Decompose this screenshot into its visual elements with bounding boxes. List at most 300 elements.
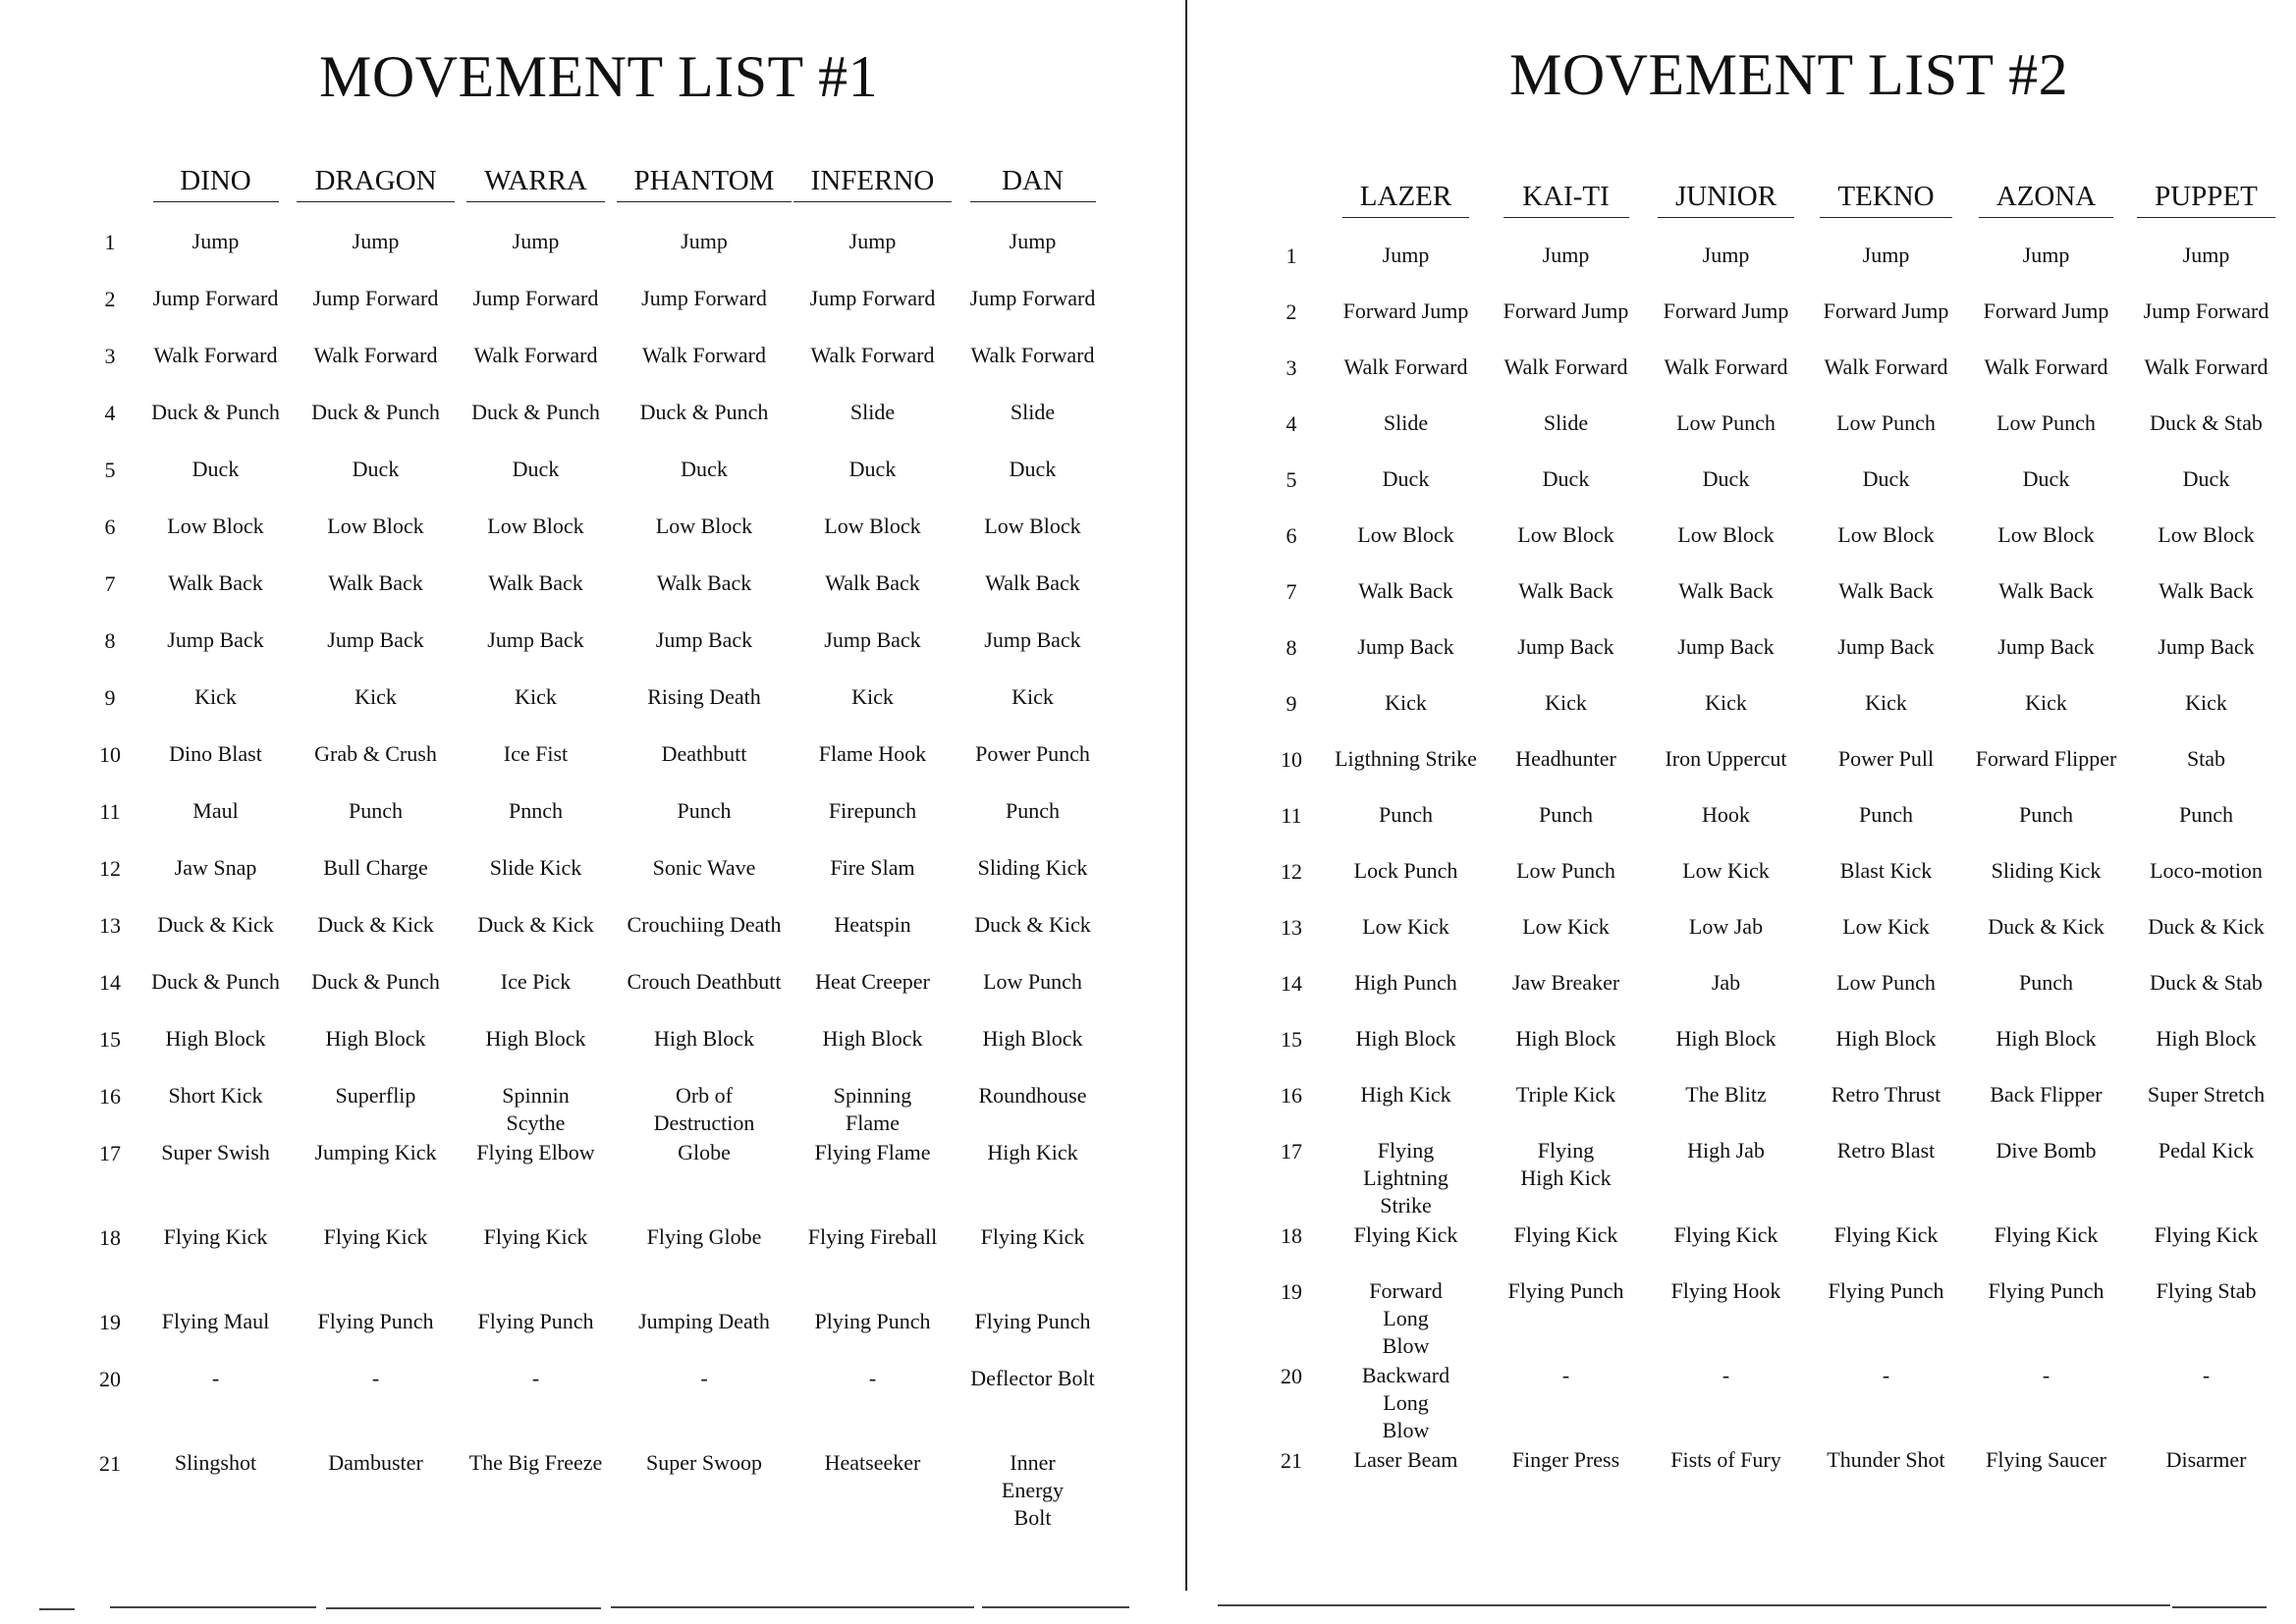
move-cell: Power Pull xyxy=(1837,746,1935,771)
move-cell: Low Block xyxy=(1357,522,1454,547)
move-cell: Duck xyxy=(848,457,897,481)
move-cell: Ligthning Strike xyxy=(1335,746,1477,771)
move-cell: Fists of Fury xyxy=(1670,1447,1781,1472)
move-cell: Jump Back xyxy=(2158,634,2255,659)
move-cell: Ice Fist xyxy=(503,741,569,766)
move-cell: Flying Punch xyxy=(1988,1278,2105,1303)
move-cell: Slide xyxy=(1010,400,1056,424)
move-cell: Flying Punch xyxy=(317,1309,434,1333)
move-cell: Low Block xyxy=(327,514,424,538)
move-cell: Walk Back xyxy=(168,570,263,595)
move-cell: Sliding Kick xyxy=(1991,858,2102,883)
move-cell: Forward Jump xyxy=(1503,298,1629,323)
move-cell: Walk Back xyxy=(1358,578,1453,603)
move-cell: High Block xyxy=(1675,1026,1777,1051)
row-number: 21 xyxy=(99,1451,121,1476)
move-cell: Duck & Punch xyxy=(311,969,440,994)
move-cell: Punch xyxy=(2019,802,2073,827)
list-2-title: MOVEMENT LIST #2 xyxy=(1509,42,2069,107)
move-cell: The Blitz xyxy=(1685,1082,1767,1107)
move-cell: Slingshot xyxy=(174,1450,257,1475)
row-number: 16 xyxy=(1281,1083,1302,1108)
move-cell: Duck xyxy=(1862,466,1910,491)
move-cell: Flying Kick xyxy=(1994,1222,2099,1247)
footer-rule xyxy=(2172,1606,2267,1608)
move-cell: Jab xyxy=(1711,970,1741,995)
column-header-label: INFERNO xyxy=(793,165,953,202)
move-cell: Jaw Breaker xyxy=(1511,970,1620,995)
move-cell: Duck & Kick xyxy=(1988,914,2105,939)
move-cell: Punch xyxy=(1379,802,1433,827)
move-cell: High Block xyxy=(1355,1026,1456,1051)
row-number: 6 xyxy=(104,514,116,539)
move-cell: Duck & Punch xyxy=(311,400,440,424)
row-number: 4 xyxy=(1285,411,1297,436)
row-number: 9 xyxy=(104,685,116,710)
move-cell: Jump Back xyxy=(1997,634,2095,659)
move-cell: Kick xyxy=(2025,690,2067,715)
move-cell: High Kick xyxy=(987,1140,1078,1164)
row-number: 1 xyxy=(104,230,116,254)
move-cell: Flying Punch xyxy=(974,1309,1091,1333)
column-header xyxy=(2126,163,2286,242)
column-header-label: AZONA xyxy=(1979,181,2114,218)
move-cell: Backward Long Blow xyxy=(1361,1363,1450,1442)
move-cell: Walk Back xyxy=(1838,578,1934,603)
move-cell: Low Jab xyxy=(1688,914,1764,939)
row-number: 14 xyxy=(99,970,121,995)
move-cell: Low Block xyxy=(167,514,264,538)
move-cell: Super Swish xyxy=(161,1140,270,1164)
move-cell: Low Punch xyxy=(1836,970,1936,995)
move-cell: High Block xyxy=(2156,1026,2257,1051)
move-cell: Kick xyxy=(1705,690,1747,715)
column-header-label: DAN xyxy=(970,165,1096,202)
column-header-label: WARRA xyxy=(466,165,605,202)
move-cell: Flying Kick xyxy=(980,1224,1085,1249)
move-cell: Dambuster xyxy=(328,1450,423,1475)
move-cell: - xyxy=(371,1366,380,1390)
move-cell: - xyxy=(700,1366,708,1390)
move-cell: Flying Punch xyxy=(1828,1278,1944,1303)
row-number: 5 xyxy=(104,458,116,482)
move-cell: Jump xyxy=(1382,243,1430,267)
row-number: 3 xyxy=(104,344,116,368)
move-cell: Low Block xyxy=(487,514,584,538)
move-cell: - xyxy=(211,1366,220,1390)
move-cell: Forward Jump xyxy=(1823,298,1949,323)
move-cell: Forward Jump xyxy=(1342,298,1469,323)
row-number: 5 xyxy=(1285,467,1297,492)
row-number: 4 xyxy=(104,401,116,425)
move-cell: Low Block xyxy=(1997,522,2095,547)
row-number: 19 xyxy=(99,1310,121,1334)
move-cell: Iron Uppercut xyxy=(1665,746,1787,771)
move-cell: Duck xyxy=(1382,466,1430,491)
move-cell: Flying Fireball xyxy=(807,1224,938,1249)
move-cell: Walk Forward xyxy=(1343,354,1468,379)
row-number: 8 xyxy=(1285,635,1297,660)
row-number: 2 xyxy=(104,287,116,311)
move-cell: Flame Hook xyxy=(818,741,927,766)
row-number: 7 xyxy=(1285,579,1297,604)
move-cell: High Kick xyxy=(1360,1082,1451,1107)
move-cell: Walk Back xyxy=(2159,578,2254,603)
move-cell: Flying Kick xyxy=(483,1224,588,1249)
row-number: 9 xyxy=(1285,691,1297,716)
move-cell: Jump xyxy=(2182,243,2230,267)
move-cell: Finger Press xyxy=(1511,1447,1620,1472)
row-number: 17 xyxy=(1281,1139,1302,1164)
move-cell: Duck xyxy=(1542,466,1590,491)
move-cell: Duck & Kick xyxy=(317,912,434,937)
move-cell: Heatseeker xyxy=(824,1450,921,1475)
move-cell: High Block xyxy=(1995,1026,2097,1051)
move-cell: - xyxy=(1561,1363,1570,1387)
move-cell: Walk Back xyxy=(985,570,1080,595)
move-cell: Duck & Kick xyxy=(477,912,594,937)
move-cell: Duck & Kick xyxy=(974,912,1091,937)
move-cell: Maul xyxy=(192,798,239,823)
column-header-label: PHANTOM xyxy=(617,165,793,202)
row-number: 1 xyxy=(1285,244,1297,268)
move-cell: Jump Back xyxy=(327,627,424,652)
column-header xyxy=(953,147,1113,228)
move-cell: Short Kick xyxy=(168,1083,263,1108)
move-cell: Deathbutt xyxy=(661,741,747,766)
move-cell: Jump Back xyxy=(1837,634,1935,659)
move-cell: Low Punch xyxy=(1516,858,1615,883)
move-cell: Loco-motion xyxy=(2150,858,2263,883)
move-cell: Thunder Shot xyxy=(1827,1447,1945,1472)
move-cell: High Block xyxy=(165,1026,266,1051)
move-cell: Low Block xyxy=(824,514,921,538)
column-header xyxy=(1326,163,1486,242)
move-cell: Flying Punch xyxy=(1507,1278,1624,1303)
row-number: 15 xyxy=(1281,1027,1302,1052)
move-cell: Low Kick xyxy=(1682,858,1770,883)
move-cell: Kick xyxy=(1545,690,1587,715)
row-number: 15 xyxy=(99,1027,121,1052)
move-cell: Kick xyxy=(355,684,397,709)
move-cell: Walk Forward xyxy=(153,343,278,367)
move-cell: Jump xyxy=(2022,243,2070,267)
move-cell: Walk Back xyxy=(1678,578,1774,603)
move-cell: Jump Forward xyxy=(472,286,599,310)
move-cell: Duck & Punch xyxy=(151,969,280,994)
row-number: 19 xyxy=(1281,1279,1302,1304)
header-corner xyxy=(84,147,136,228)
move-cell: Kick xyxy=(1385,690,1427,715)
move-cell: Duck xyxy=(191,457,240,481)
move-cell: Walk Back xyxy=(328,570,423,595)
column-header xyxy=(136,147,296,228)
row-number: 18 xyxy=(99,1225,121,1250)
move-cell: Punch xyxy=(1006,798,1060,823)
move-cell: Super Swoop xyxy=(646,1450,762,1475)
move-cell: Walk Forward xyxy=(1984,354,2108,379)
move-cell: Jump Forward xyxy=(312,286,439,310)
move-cell: Jump Back xyxy=(1677,634,1775,659)
move-cell: Hook xyxy=(1702,802,1750,827)
row-number: 3 xyxy=(1285,355,1297,380)
move-cell: High Jab xyxy=(1687,1138,1765,1163)
move-cell: Walk Back xyxy=(825,570,920,595)
column-header xyxy=(1806,163,1966,242)
move-cell: Dive Bomb xyxy=(1995,1138,2097,1163)
move-cell: Super Stretch xyxy=(2147,1082,2266,1107)
move-cell: Flying Kick xyxy=(1673,1222,1778,1247)
row-number: 10 xyxy=(1281,747,1302,772)
move-cell: Jump Back xyxy=(167,627,264,652)
move-cell: Pnnch xyxy=(509,798,563,823)
move-cell: Kick xyxy=(515,684,557,709)
move-cell: High Punch xyxy=(1354,970,1457,995)
row-number: 20 xyxy=(99,1367,121,1391)
move-cell: Jump xyxy=(1009,229,1057,253)
move-cell: The Big Freeze xyxy=(468,1450,603,1475)
move-cell: Flying High Kick xyxy=(1520,1138,1612,1190)
move-cell: Bull Charge xyxy=(323,855,428,880)
move-cell: Dino Blast xyxy=(169,741,262,766)
move-cell: Jump Forward xyxy=(152,286,279,310)
movement-table-2 xyxy=(1257,163,2286,1515)
move-cell: Walk Back xyxy=(1998,578,2094,603)
move-cell: Crouch Deathbutt xyxy=(627,969,782,994)
row-number: 16 xyxy=(99,1084,121,1109)
move-cell: Flying Kick xyxy=(1833,1222,1939,1247)
move-cell: Deflector Bolt xyxy=(970,1366,1095,1390)
column-header xyxy=(616,147,793,228)
move-cell: Kick xyxy=(2185,690,2227,715)
move-cell: Kick xyxy=(194,684,237,709)
column-header xyxy=(1486,163,1646,242)
move-cell: Back Flipper xyxy=(1990,1082,2103,1107)
move-cell: Walk Forward xyxy=(642,343,766,367)
move-cell: High Block xyxy=(1515,1026,1616,1051)
move-cell: Jump xyxy=(848,229,897,253)
move-cell: Slide xyxy=(1543,410,1589,435)
row-number: 14 xyxy=(1281,971,1302,996)
move-cell: Triple Kick xyxy=(1515,1082,1616,1107)
move-cell: - xyxy=(2202,1363,2211,1387)
move-cell: Low Block xyxy=(655,514,753,538)
move-cell: Fire Slam xyxy=(830,855,915,880)
move-cell: Orb of Destruction xyxy=(653,1083,755,1135)
column-header xyxy=(1966,163,2126,242)
move-cell: Forward Long Blow xyxy=(1369,1278,1443,1358)
column-header xyxy=(296,147,456,228)
move-cell: Stab xyxy=(2186,746,2226,771)
move-cell: Low Block xyxy=(984,514,1081,538)
move-cell: Grab & Crush xyxy=(314,741,437,766)
move-cell: Duck & Kick xyxy=(157,912,274,937)
move-cell: Jump Back xyxy=(984,627,1081,652)
move-cell: Duck & Punch xyxy=(639,400,769,424)
move-cell: - xyxy=(531,1366,540,1390)
move-cell: Duck & Punch xyxy=(151,400,280,424)
move-cell: Lock Punch xyxy=(1353,858,1458,883)
move-cell: Flying Saucer xyxy=(1986,1447,2106,1472)
move-cell: Duck & Stab xyxy=(2150,410,2263,435)
move-cell: Retro Blast xyxy=(1836,1138,1936,1163)
move-cell: High Block xyxy=(822,1026,923,1051)
move-cell: Flying Kick xyxy=(2154,1222,2259,1247)
move-cell: Duck xyxy=(681,457,728,481)
move-cell: Laser Beam xyxy=(1353,1447,1458,1472)
move-cell: Jump Forward xyxy=(969,286,1096,310)
move-cell: Low Kick xyxy=(1522,914,1610,939)
move-cell: Low Punch xyxy=(1676,410,1776,435)
move-cell: Jump Back xyxy=(487,627,584,652)
move-cell: Kick xyxy=(851,684,894,709)
move-cell: - xyxy=(2042,1363,2050,1387)
move-cell: Walk Forward xyxy=(970,343,1095,367)
move-cell: Jump xyxy=(191,229,240,253)
move-cell: Jump Back xyxy=(824,627,921,652)
move-cell: Sliding Kick xyxy=(977,855,1088,880)
move-cell: Kick xyxy=(1011,684,1054,709)
move-cell: Walk Forward xyxy=(313,343,438,367)
move-cell: Flying Lightning Strike xyxy=(1363,1138,1449,1218)
row-number: 12 xyxy=(1281,859,1302,884)
move-cell: Pedal Kick xyxy=(2158,1138,2255,1163)
footer-rule xyxy=(39,1608,75,1610)
move-cell: Jaw Snap xyxy=(174,855,257,880)
move-cell: Low Block xyxy=(1517,522,1614,547)
column-header-label: PUPPET xyxy=(2137,181,2275,218)
row-number: 17 xyxy=(99,1141,121,1165)
move-cell: Kick xyxy=(1865,690,1907,715)
move-cell: Forward Jump xyxy=(1663,298,1789,323)
move-cell: Inner Energy Bolt xyxy=(1001,1450,1065,1530)
move-cell: Spinning Flame xyxy=(833,1083,912,1135)
move-cell: Forward Flipper xyxy=(1975,746,2117,771)
move-cell: Jump xyxy=(1702,243,1750,267)
movement-list-2-page xyxy=(1190,0,2296,1624)
row-number: 12 xyxy=(99,856,121,881)
footer-rule xyxy=(1218,1604,2170,1606)
move-cell: Blast Kick xyxy=(1839,858,1933,883)
move-cell: Duck xyxy=(512,457,560,481)
column-header xyxy=(793,147,953,228)
move-cell: Flying Kick xyxy=(323,1224,428,1249)
move-cell: High Block xyxy=(653,1026,755,1051)
move-cell: Headhunter xyxy=(1515,746,1616,771)
move-cell: Duck xyxy=(2182,466,2230,491)
move-cell: Walk Forward xyxy=(473,343,598,367)
move-cell: Flying Maul xyxy=(161,1309,270,1333)
move-cell: Punch xyxy=(677,798,732,823)
move-cell: Flying Kick xyxy=(163,1224,268,1249)
move-cell: Jump xyxy=(1542,243,1590,267)
move-cell: Low Punch xyxy=(983,969,1082,994)
move-cell: High Block xyxy=(485,1026,586,1051)
move-cell: Retro Thrust xyxy=(1831,1082,1941,1107)
move-cell: Heat Creeper xyxy=(815,969,930,994)
row-number: 13 xyxy=(1281,915,1302,940)
move-cell: Slide xyxy=(849,400,896,424)
move-cell: Low Kick xyxy=(1362,914,1449,939)
move-cell: Jump xyxy=(512,229,560,253)
move-cell: Punch xyxy=(349,798,403,823)
move-cell: Walk Back xyxy=(656,570,752,595)
move-cell: Walk Forward xyxy=(810,343,935,367)
move-cell: Power Punch xyxy=(975,741,1090,766)
move-cell: - xyxy=(1882,1363,1890,1387)
footer-rule xyxy=(110,1606,316,1608)
header-corner xyxy=(1257,163,1326,242)
footer-rule xyxy=(982,1606,1129,1608)
move-cell: Jump xyxy=(1862,243,1910,267)
row-number: 8 xyxy=(104,628,116,653)
move-cell: Roundhouse xyxy=(978,1083,1087,1108)
move-cell: Flying Kick xyxy=(1353,1222,1458,1247)
move-cell: Low Block xyxy=(1837,522,1935,547)
row-number: 21 xyxy=(1281,1448,1302,1473)
move-cell: Low Punch xyxy=(1996,410,2096,435)
move-cell: Slide Kick xyxy=(489,855,582,880)
move-cell: Disarmer xyxy=(2165,1447,2247,1472)
move-cell: Jump xyxy=(681,229,728,253)
footer-rule xyxy=(611,1606,974,1608)
row-number: 2 xyxy=(1285,299,1297,324)
move-cell: Jump xyxy=(352,229,400,253)
column-header xyxy=(1646,163,1806,242)
row-number: 10 xyxy=(99,742,121,767)
footer-rule xyxy=(326,1607,601,1609)
move-cell: - xyxy=(1722,1363,1730,1387)
move-cell: Walk Forward xyxy=(2144,354,2269,379)
move-cell: Walk Back xyxy=(1518,578,1613,603)
move-cell: Punch xyxy=(1859,802,1913,827)
move-cell: Low Block xyxy=(2158,522,2255,547)
move-cell: Low Punch xyxy=(1836,410,1936,435)
move-cell: Flying Stab xyxy=(2156,1278,2257,1303)
movement-table-1 xyxy=(84,147,1113,1530)
move-cell: Flying Globe xyxy=(646,1224,762,1249)
page-divider xyxy=(1185,0,1187,1591)
move-cell: Walk Back xyxy=(488,570,583,595)
move-cell: Duck & Stab xyxy=(2150,970,2263,995)
move-cell: Punch xyxy=(2019,970,2073,995)
move-cell: Globe xyxy=(678,1140,731,1164)
row-number: 18 xyxy=(1281,1223,1302,1248)
move-cell: Flying Hook xyxy=(1670,1278,1781,1303)
move-cell: Plying Punch xyxy=(814,1309,931,1333)
move-cell: Heatspin xyxy=(834,912,911,937)
move-cell: Jump Back xyxy=(655,627,753,652)
move-cell: Duck & Punch xyxy=(471,400,600,424)
move-cell: High Block xyxy=(1835,1026,1937,1051)
move-cell: Duck & Kick xyxy=(2148,914,2265,939)
move-cell: Jump Back xyxy=(1517,634,1614,659)
row-number: 6 xyxy=(1285,523,1297,548)
column-header-label: TEKNO xyxy=(1820,181,1951,218)
column-header xyxy=(456,147,616,228)
move-cell: Firepunch xyxy=(828,798,917,823)
move-cell: Walk Forward xyxy=(1664,354,1788,379)
move-cell: Rising Death xyxy=(647,684,761,709)
move-cell: Flying Flame xyxy=(814,1140,931,1164)
move-cell: Superflip xyxy=(335,1083,416,1108)
column-header-label: LAZER xyxy=(1342,181,1469,218)
move-cell: Ice Pick xyxy=(500,969,572,994)
move-cell: Punch xyxy=(1539,802,1593,827)
move-cell: Flying Punch xyxy=(477,1309,594,1333)
move-cell: Spinnin Scythe xyxy=(502,1083,570,1135)
move-cell: Low Kick xyxy=(1842,914,1930,939)
